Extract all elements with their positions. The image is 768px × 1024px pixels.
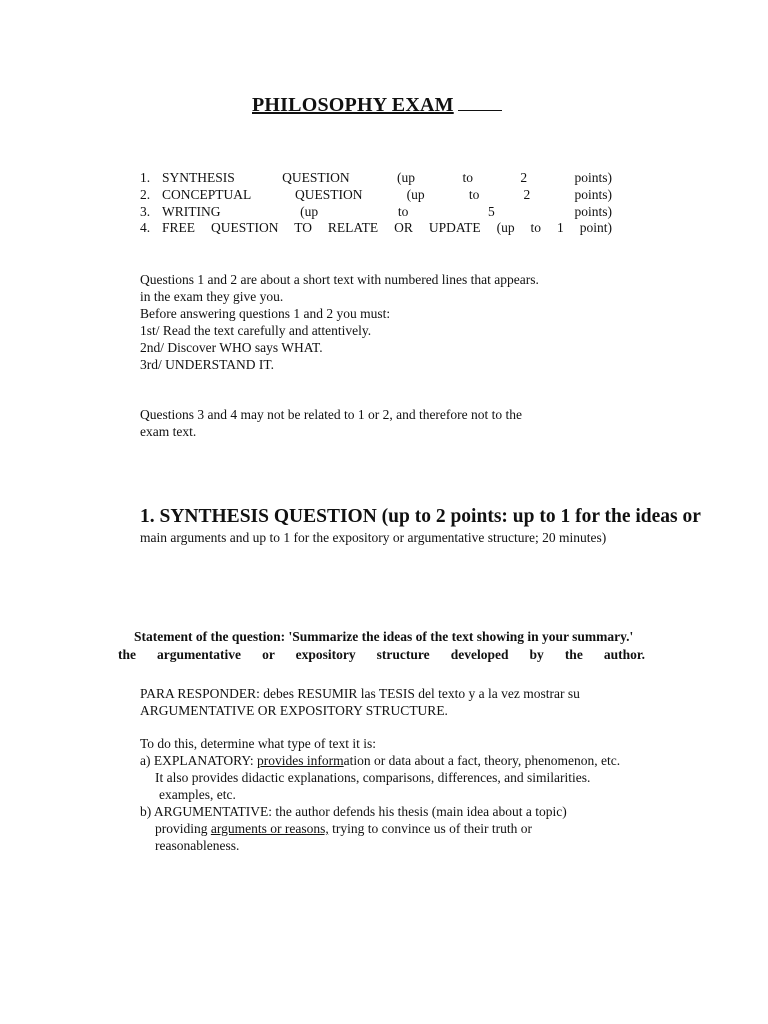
list-item: 4. FREE QUESTION TO RELATE OR UPDATE (up to 1 point) — [140, 220, 612, 236]
note-paragraph: Questions 3 and 4 may not be related to 1 or 2, and therefore not to the exam text. — [140, 407, 523, 439]
list-item: 1. SYNTHESIS QUESTION (up to 2 points) — [140, 170, 612, 185]
type-explanatory: a) EXPLANATORY: provides information or data about a fact, theory, phenomenon, etc. — [140, 753, 621, 768]
question-statement-line1: Statement of the question: 'Summarize the ideas of the text showing in your summary.' — [134, 629, 634, 644]
type-argumentative: b) ARGUMENTATIVE: the author defends his thesis (main idea about a topic) — [140, 804, 567, 819]
question-list — [140, 170, 612, 237]
section-subheading: main arguments and up to 1 for the expository or argumentative structure; 20 minutes) — [140, 530, 607, 545]
respond-paragraph: PARA RESPONDER: debes RESUMIR las TESIS del texto y a la vez mostrar su ARGUMENTATIVE OR EXPOSITORY STRUCTURE. — [140, 686, 580, 718]
question-statement-line2: the argumentative or expository structure developed by the author. — [118, 647, 645, 662]
page-title: PHILOSOPHY EXAM — [252, 94, 502, 117]
list-item: 3. WRITING (up to 5 points) — [140, 203, 612, 219]
list-item: 2. CONCEPTUAL QUESTION (up to 2 points) — [140, 186, 612, 202]
intro-paragraph: Questions 1 and 2 are about a short text with numbered lines that appears. in the exam they give you. Before answering questions 1 and 2 you must: 1st/ Read the text carefully and attentively. 2nd/ Discover WHO says WHAT. 3rd/ UNDERSTAND IT. — [140, 272, 539, 372]
section-heading: 1. SYNTHESIS QUESTION (up to 2 points: up to 1 for the ideas or — [140, 506, 701, 527]
text-types-paragraph: To do this, determine what type of text it is: a) EXPLANATORY: provides information or data about a fact, theory, phenomenon, etc. It also provides didactic explanations, comparisons, differences, and similarities. examples, etc. b) ARGUMENTATIVE: the author defends his thesis (main idea about a topic) providing arguments or reasons, trying to convince us of their truth or reasonableness. — [140, 736, 621, 853]
